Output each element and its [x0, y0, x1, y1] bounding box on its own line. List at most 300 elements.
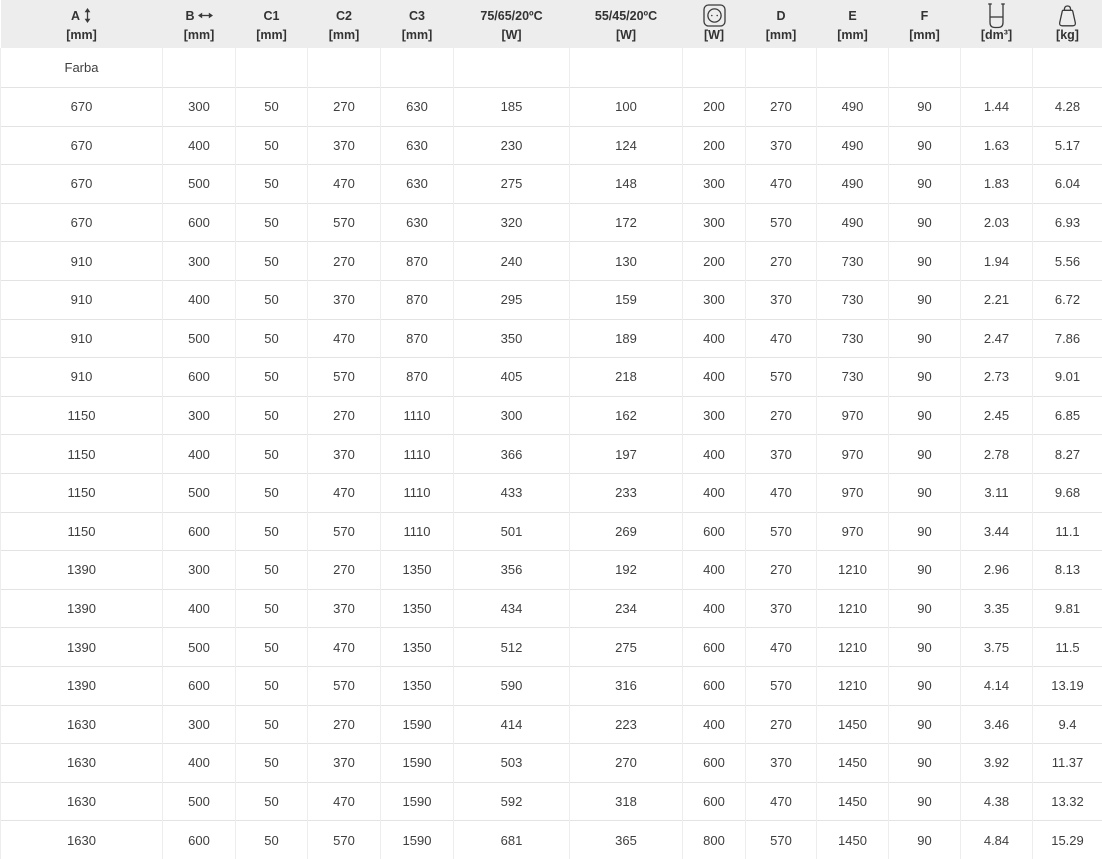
table-cell: 90 [889, 666, 961, 705]
column-title-line [1033, 4, 1102, 28]
table-cell: 1110 [381, 512, 454, 551]
table-cell: 8.13 [1033, 551, 1102, 590]
table-cell: 4.84 [961, 821, 1033, 859]
table-cell: 90 [889, 473, 961, 512]
table-cell: 370 [746, 126, 817, 165]
table-cell: 470 [308, 165, 381, 204]
table-cell: 970 [817, 435, 889, 474]
table-cell: 300 [683, 396, 746, 435]
table-cell: 1210 [817, 589, 889, 628]
table-cell: 730 [817, 280, 889, 319]
table-cell: 90 [889, 705, 961, 744]
table-cell: 470 [308, 628, 381, 667]
table-cell: 400 [163, 589, 236, 628]
table-cell: 400 [683, 551, 746, 590]
volume-icon [987, 3, 1006, 29]
table-row [1, 126, 1102, 165]
table-cell: 4.38 [961, 782, 1033, 821]
table-cell: 90 [889, 358, 961, 397]
table-cell: 218 [570, 358, 683, 397]
table-cell: 1630 [1, 821, 163, 859]
table-cell: 1350 [381, 551, 454, 590]
table-cell-empty [961, 48, 1033, 88]
table-cell: 90 [889, 88, 961, 127]
table-row [1, 589, 1102, 628]
table-cell: 300 [163, 242, 236, 281]
column-header-p5545 [570, 0, 683, 48]
table-cell-empty [570, 48, 683, 88]
table-cell: 300 [163, 396, 236, 435]
table-cell: 50 [236, 126, 308, 165]
column-header-e [817, 0, 889, 48]
table-cell: 366 [454, 435, 570, 474]
table-cell: 270 [746, 396, 817, 435]
table-cell: 316 [570, 666, 683, 705]
table-cell: 90 [889, 512, 961, 551]
table-cell: 6.85 [1033, 396, 1102, 435]
table-cell: 90 [889, 126, 961, 165]
column-label: A [71, 9, 80, 23]
table-cell: 90 [889, 782, 961, 821]
column-title-line [817, 4, 889, 28]
table-cell: 2.47 [961, 319, 1033, 358]
table-cell: 400 [683, 435, 746, 474]
arrow-vertical-icon [83, 8, 92, 23]
table-row [1, 358, 1102, 397]
table-cell: 300 [683, 280, 746, 319]
table-cell: 13.19 [1033, 666, 1102, 705]
table-cell: 350 [454, 319, 570, 358]
table-cell: 470 [746, 628, 817, 667]
table-cell: 5.17 [1033, 126, 1102, 165]
table-cell: 470 [746, 782, 817, 821]
table-cell: 870 [381, 280, 454, 319]
column-title-line [961, 4, 1033, 28]
table-cell: 240 [454, 242, 570, 281]
table-cell: 910 [1, 358, 163, 397]
table-cell: 90 [889, 435, 961, 474]
table-cell: 570 [308, 203, 381, 242]
table-cell: 405 [454, 358, 570, 397]
table-cell: 90 [889, 165, 961, 204]
table-cell: 570 [308, 358, 381, 397]
table-cell: 570 [746, 203, 817, 242]
table-cell: 910 [1, 242, 163, 281]
table-cell: 570 [308, 666, 381, 705]
table-cell: 500 [163, 473, 236, 512]
table-cell: 470 [308, 319, 381, 358]
table-cell: 50 [236, 782, 308, 821]
table-cell: 3.75 [961, 628, 1033, 667]
table-cell: 570 [746, 821, 817, 859]
column-header-kg [1033, 0, 1102, 48]
table-cell: 600 [683, 744, 746, 783]
column-label: E [848, 9, 856, 23]
table-cell: 275 [454, 165, 570, 204]
table-cell: 148 [570, 165, 683, 204]
table-cell: 13.32 [1033, 782, 1102, 821]
table-cell: 400 [163, 744, 236, 783]
table-cell: 8.27 [1033, 435, 1102, 474]
table-cell: 162 [570, 396, 683, 435]
table-cell: 370 [746, 589, 817, 628]
table-cell: 9.01 [1033, 358, 1102, 397]
table-row [1, 280, 1102, 319]
table-cell: 1.94 [961, 242, 1033, 281]
column-title-line [1, 4, 163, 28]
table-cell-empty [1033, 48, 1102, 88]
column-header-c1 [236, 0, 308, 48]
table-cell: 1390 [1, 666, 163, 705]
table-cell: 400 [683, 319, 746, 358]
table-cell: 600 [163, 666, 236, 705]
table-cell: 185 [454, 88, 570, 127]
table-cell: 300 [454, 396, 570, 435]
table-cell: 730 [817, 358, 889, 397]
table-cell: 90 [889, 319, 961, 358]
table-row [1, 666, 1102, 705]
table-cell: 1450 [817, 782, 889, 821]
table-cell: 189 [570, 319, 683, 358]
arrow-horizontal-icon [198, 11, 213, 20]
table-cell: 370 [746, 744, 817, 783]
table-cell: 1450 [817, 821, 889, 859]
table-cell-empty [454, 48, 570, 88]
table-cell: 11.1 [1033, 512, 1102, 551]
table-cell: 503 [454, 744, 570, 783]
table-cell: 270 [308, 705, 381, 744]
table-cell: 1390 [1, 551, 163, 590]
table-cell: 4.14 [961, 666, 1033, 705]
table-cell: 630 [381, 126, 454, 165]
table-cell: 600 [163, 203, 236, 242]
table-cell: 234 [570, 589, 683, 628]
table-cell: 414 [454, 705, 570, 744]
table-cell: 870 [381, 242, 454, 281]
table-cell: 800 [683, 821, 746, 859]
column-header-d [746, 0, 817, 48]
table-cell: 270 [746, 705, 817, 744]
table-cell: 90 [889, 628, 961, 667]
table-cell: 470 [308, 782, 381, 821]
column-label: D [776, 9, 785, 23]
table-cell: 50 [236, 666, 308, 705]
table-cell: 159 [570, 280, 683, 319]
table-cell: 400 [163, 280, 236, 319]
table-cell: 50 [236, 744, 308, 783]
table-cell: 1450 [817, 705, 889, 744]
color-row-label: Farba [1, 48, 163, 88]
table-cell: 600 [683, 628, 746, 667]
table-cell: 192 [570, 551, 683, 590]
table-cell: 1150 [1, 396, 163, 435]
table-cell: 1110 [381, 473, 454, 512]
table-cell: 570 [746, 358, 817, 397]
table-cell: 269 [570, 512, 683, 551]
column-label: 75/65/20ºC [480, 9, 542, 23]
table-cell: 365 [570, 821, 683, 859]
column-unit: [mm] [746, 28, 817, 45]
table-cell-empty [746, 48, 817, 88]
table-cell: 90 [889, 203, 961, 242]
table-cell: 1630 [1, 744, 163, 783]
table-cell: 730 [817, 319, 889, 358]
table-cell: 1210 [817, 666, 889, 705]
column-unit: [W] [683, 28, 746, 45]
table-cell: 370 [308, 126, 381, 165]
table-cell: 970 [817, 512, 889, 551]
column-header-vol [961, 0, 1033, 48]
column-unit: [dm³] [961, 28, 1033, 45]
table-cell: 370 [308, 280, 381, 319]
table-cell: 400 [683, 705, 746, 744]
table-cell: 300 [163, 705, 236, 744]
column-title-line [746, 4, 817, 28]
table-cell: 5.56 [1033, 242, 1102, 281]
table-cell: 11.5 [1033, 628, 1102, 667]
table-cell: 50 [236, 319, 308, 358]
table-cell: 670 [1, 126, 163, 165]
column-title-line [683, 4, 746, 28]
table-cell: 501 [454, 512, 570, 551]
table-cell: 2.03 [961, 203, 1033, 242]
table-cell: 370 [308, 589, 381, 628]
table-cell: 910 [1, 319, 163, 358]
table-cell: 1350 [381, 628, 454, 667]
table-cell: 233 [570, 473, 683, 512]
table-cell: 270 [308, 551, 381, 590]
table-cell: 90 [889, 551, 961, 590]
column-unit: [mm] [163, 28, 236, 45]
column-unit: [mm] [236, 28, 308, 45]
table-cell: 910 [1, 280, 163, 319]
table-cell: 470 [308, 473, 381, 512]
column-title-line [381, 4, 454, 28]
table-cell: 300 [683, 203, 746, 242]
header-row [1, 0, 1102, 48]
table-cell: 570 [746, 666, 817, 705]
table-cell: 90 [889, 242, 961, 281]
table-cell: 1630 [1, 782, 163, 821]
table-row [1, 782, 1102, 821]
table-cell: 6.04 [1033, 165, 1102, 204]
table-cell: 50 [236, 821, 308, 859]
table-cell: 356 [454, 551, 570, 590]
table-row [1, 203, 1102, 242]
table-cell: 50 [236, 280, 308, 319]
table-cell: 1590 [381, 821, 454, 859]
table-cell: 1590 [381, 782, 454, 821]
column-header-c3 [381, 0, 454, 48]
table-cell: 434 [454, 589, 570, 628]
table-cell: 370 [308, 744, 381, 783]
table-cell: 500 [163, 319, 236, 358]
table-cell: 3.11 [961, 473, 1033, 512]
table-cell: 600 [683, 666, 746, 705]
table-cell: 570 [308, 512, 381, 551]
table-cell: 2.78 [961, 435, 1033, 474]
table-cell: 300 [163, 88, 236, 127]
column-header-b [163, 0, 236, 48]
table-cell: 318 [570, 782, 683, 821]
table-cell: 300 [683, 165, 746, 204]
table-cell: 1.83 [961, 165, 1033, 204]
table-cell: 970 [817, 473, 889, 512]
table-row [1, 512, 1102, 551]
table-cell: 570 [308, 821, 381, 859]
table-row [1, 319, 1102, 358]
table-cell: 270 [746, 88, 817, 127]
table-cell: 470 [746, 319, 817, 358]
table-row [1, 435, 1102, 474]
table-cell: 295 [454, 280, 570, 319]
table-cell: 50 [236, 589, 308, 628]
table-cell: 590 [454, 666, 570, 705]
table-cell: 500 [163, 782, 236, 821]
table-cell: 670 [1, 203, 163, 242]
table-cell: 1630 [1, 705, 163, 744]
table-cell: 600 [163, 358, 236, 397]
table-cell: 11.37 [1033, 744, 1102, 783]
table-row [1, 88, 1102, 127]
table-cell: 600 [683, 512, 746, 551]
column-header-p7565 [454, 0, 570, 48]
table-row [1, 744, 1102, 783]
column-title-line [454, 4, 570, 28]
table-cell: 50 [236, 551, 308, 590]
column-unit: [mm] [889, 28, 961, 45]
table-cell: 600 [163, 512, 236, 551]
table-cell: 124 [570, 126, 683, 165]
table-cell: 490 [817, 88, 889, 127]
table-cell-empty [308, 48, 381, 88]
column-unit: [W] [454, 28, 570, 45]
table-row [1, 473, 1102, 512]
weight-icon [1056, 4, 1079, 28]
table-cell: 433 [454, 473, 570, 512]
socket-icon [703, 4, 726, 27]
column-title-line [570, 4, 683, 28]
table-cell: 275 [570, 628, 683, 667]
table-cell: 400 [683, 473, 746, 512]
table-cell: 270 [308, 88, 381, 127]
column-label: F [921, 9, 929, 23]
table-cell: 2.73 [961, 358, 1033, 397]
table-cell: 490 [817, 203, 889, 242]
table-cell: 490 [817, 165, 889, 204]
table-cell-empty [236, 48, 308, 88]
table-cell: 630 [381, 203, 454, 242]
column-unit: [mm] [308, 28, 381, 45]
table-cell: 3.92 [961, 744, 1033, 783]
table-row [1, 165, 1102, 204]
table-cell: 681 [454, 821, 570, 859]
table-cell: 370 [746, 280, 817, 319]
table-cell: 670 [1, 165, 163, 204]
table-body [1, 48, 1102, 859]
table-cell: 197 [570, 435, 683, 474]
table-cell: 1.44 [961, 88, 1033, 127]
table-cell-empty [163, 48, 236, 88]
table-cell: 470 [746, 473, 817, 512]
table-cell: 730 [817, 242, 889, 281]
column-header-a [1, 0, 163, 48]
table-cell: 1150 [1, 435, 163, 474]
table-cell: 9.68 [1033, 473, 1102, 512]
table-cell: 500 [163, 628, 236, 667]
table-cell: 592 [454, 782, 570, 821]
table-cell: 50 [236, 512, 308, 551]
table-cell: 50 [236, 473, 308, 512]
table-cell: 1390 [1, 628, 163, 667]
table-cell: 50 [236, 628, 308, 667]
table-cell: 630 [381, 165, 454, 204]
table-cell: 223 [570, 705, 683, 744]
table-cell: 15.29 [1033, 821, 1102, 859]
table-cell: 630 [381, 88, 454, 127]
table-cell: 50 [236, 242, 308, 281]
column-header-f [889, 0, 961, 48]
table-cell: 600 [683, 782, 746, 821]
table-cell: 90 [889, 396, 961, 435]
table-cell: 2.21 [961, 280, 1033, 319]
column-label: C3 [409, 9, 425, 23]
column-unit: [kg] [1033, 28, 1102, 45]
table-cell: 300 [163, 551, 236, 590]
table-row [1, 396, 1102, 435]
table-cell: 200 [683, 126, 746, 165]
table-cell: 200 [683, 242, 746, 281]
table-cell: 90 [889, 589, 961, 628]
table-cell: 470 [746, 165, 817, 204]
table-cell: 270 [746, 242, 817, 281]
table-cell: 6.93 [1033, 203, 1102, 242]
column-label: 55/45/20ºC [595, 9, 657, 23]
table-cell: 570 [746, 512, 817, 551]
column-unit: [mm] [817, 28, 889, 45]
table-cell: 1390 [1, 589, 163, 628]
table-cell: 6.72 [1033, 280, 1102, 319]
table-cell-empty [381, 48, 454, 88]
table-cell: 9.4 [1033, 705, 1102, 744]
table-cell: 500 [163, 165, 236, 204]
column-header-pel [683, 0, 746, 48]
table-cell: 270 [308, 396, 381, 435]
table-cell: 90 [889, 280, 961, 319]
table-cell: 50 [236, 358, 308, 397]
table-cell: 1210 [817, 628, 889, 667]
table-cell: 2.45 [961, 396, 1033, 435]
table-header [1, 0, 1102, 48]
column-unit: [mm] [381, 28, 454, 45]
table-cell: 1450 [817, 744, 889, 783]
table-cell: 130 [570, 242, 683, 281]
table-cell: 400 [163, 126, 236, 165]
table-cell: 870 [381, 358, 454, 397]
column-unit: [W] [570, 28, 683, 45]
table-cell: 230 [454, 126, 570, 165]
table-cell: 7.86 [1033, 319, 1102, 358]
table-cell: 670 [1, 88, 163, 127]
table-cell: 1150 [1, 512, 163, 551]
table-cell: 50 [236, 396, 308, 435]
table-cell-empty [889, 48, 961, 88]
table-cell: 370 [746, 435, 817, 474]
table-cell: 9.81 [1033, 589, 1102, 628]
table-cell: 400 [683, 358, 746, 397]
table-cell: 4.28 [1033, 88, 1102, 127]
table-cell: 3.44 [961, 512, 1033, 551]
